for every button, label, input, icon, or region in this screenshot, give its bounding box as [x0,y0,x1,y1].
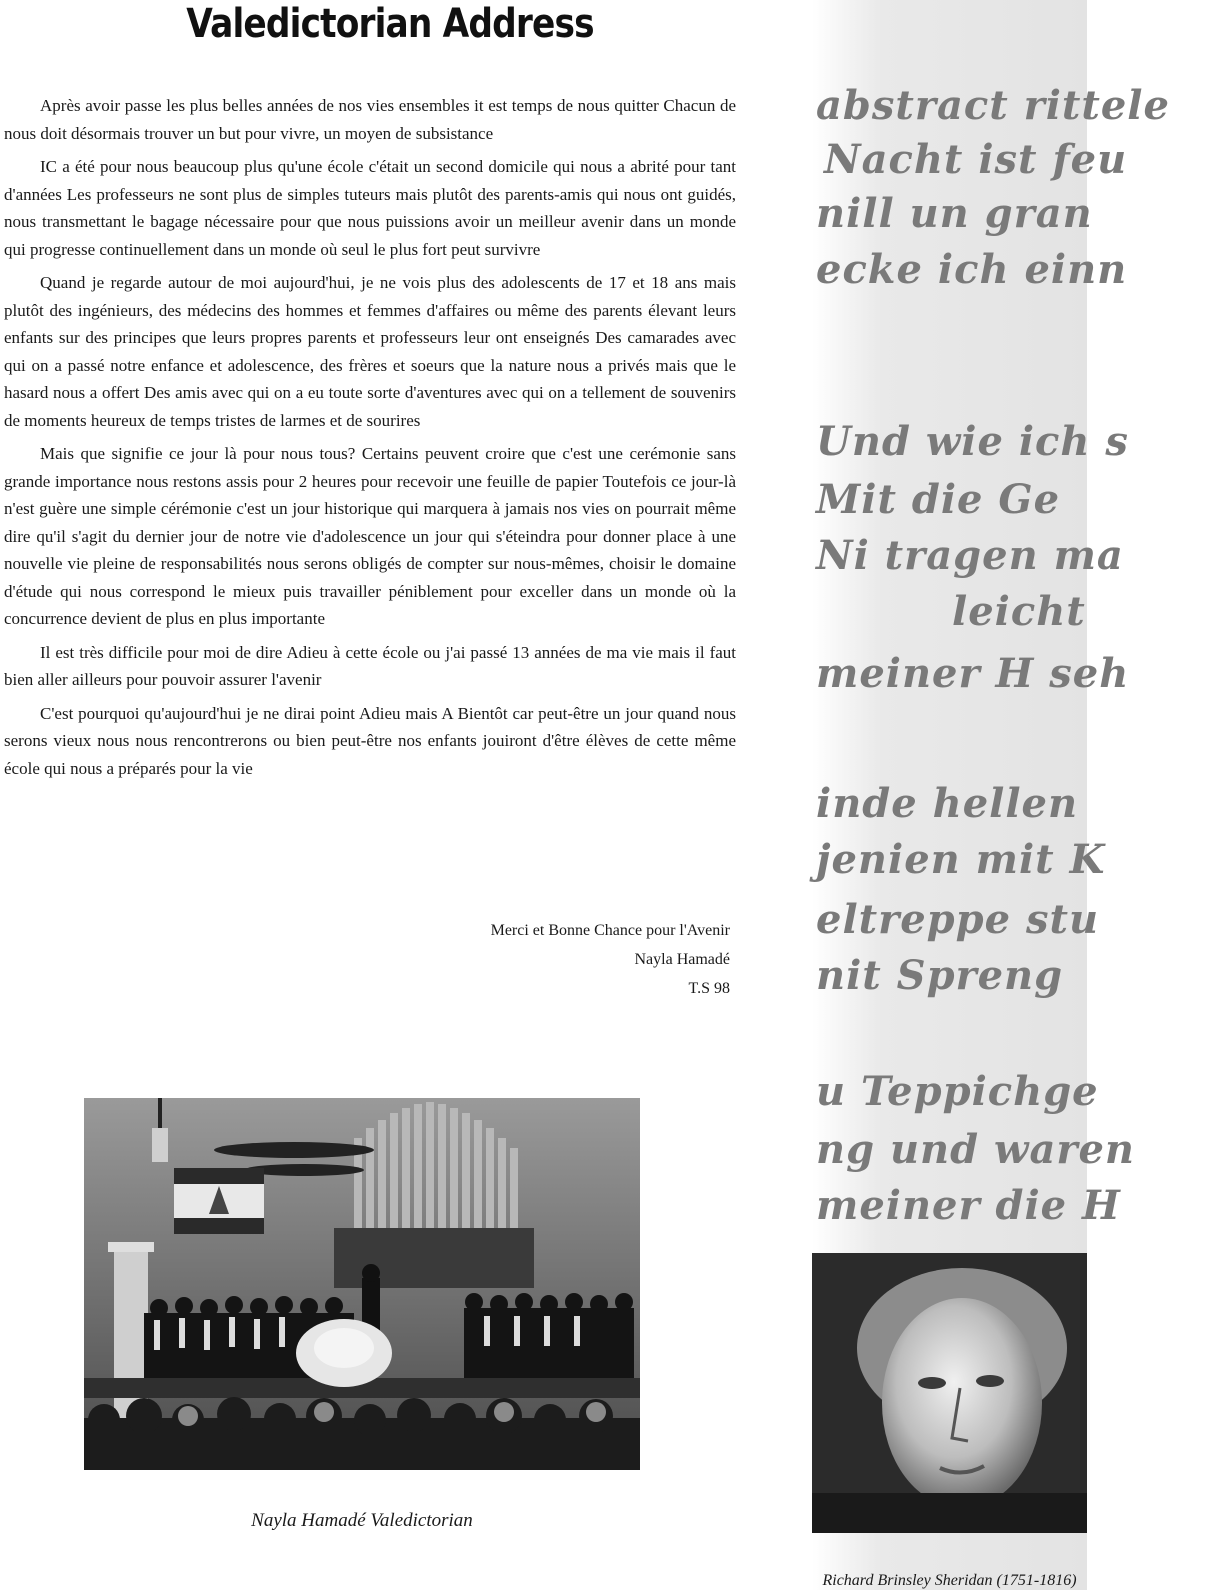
paragraph: Mais que signifie ce jour là pour nous tous? Certains peuvent croire que c'est une cerémonie sans grande importance nous restons assis pour 2 heures pour recevoir une feuille de papier Toutefois ce jour-là n'est guère une simple cérémonie c'est un jour historique qui marquera à jamais nos vies on pourrait même dire qu'il s'agit du dernier jour de notre vie d'adolescence un jour qui s'éteindra pour donner place à une nouvelle vie pleine de responsabilités nous serons obligés de compter sur nous-mêmes, choisir le domaine d'étude qui nous correspond le mieux puis travailler péniblement pour exceller dans un monde où la concurrence devient de plus en plus importante [4,444,736,628]
calligraphy-line: eltreppe stu [816,896,1100,943]
photo-caption: Nayla Hamadé Valedictorian [251,1510,473,1531]
calligraphy-line: meiner H seh [816,650,1130,697]
calligraphy-line: Und wie ich s [816,418,1129,465]
paragraph: Après avoir passe les plus belles années de nos vies ensembles it est temps de nous quitter Chacun de nous doit désormais trouver un but pour vivre, un moyen de subsistance [4,96,736,143]
calligraphy-line: Nacht ist feu [824,136,1128,183]
calligraphy-line: nill un gran [816,190,1093,237]
calligraphy-line: Ni tragen ma [816,532,1124,579]
calligraphy-line: abstract rittele [816,82,1170,129]
portrait-caption: Richard Brinsley Sheridan (1751-1816) [822,1572,1077,1589]
paragraph: C'est pourquoi qu'aujourd'hui je ne dirai point Adieu mais A Bientôt car peut-être un jour quand nous serons vieux nous nous rencontrerons ou bien peut-être nos enfants jouiront d'être élèves de cette même école qui nous a préparés pour la vie [4,703,736,778]
ceremony-photo [84,1098,640,1470]
author-name: Nayla Hamadé [634,951,730,968]
calligraphy-line: leicht [952,588,1086,635]
sheridan-portrait [812,1253,1087,1533]
ceremony-photo-drawing [84,1098,640,1470]
calligraphy-line: Mit die Ge [816,476,1061,523]
author-class: T.S 98 [688,980,730,997]
page-title: Valedictorian Address [186,1,594,47]
lebanon-flag [174,1168,264,1234]
paragraph: IC a été pour nous beaucoup plus qu'une école c'était un second domicile qui nous a abrité pour tant d'années Les professeurs ne sont plus de simples tuteurs mais plutôt des parents-amis qui nous ont guidés, nous transmettant le bagage nécessaire pour que nous puissions avoir un meilleur avenir dans un monde qui progresse continuellement dans un monde où seul le plus fort peut survivre [4,157,736,259]
portrait-drawing [812,1253,1087,1533]
signature-block [430,916,730,1003]
calligraphy-line: meiner die H [816,1182,1121,1229]
paragraph: Il est très difficile pour moi de dire Adieu à cette école ou j'ai passé 13 années de ma vie mais il faut bien aller ailleurs pour pouvoir assurer l'avenir [4,642,736,689]
calligraphy-line: ng und waren [816,1126,1135,1173]
address-text [4,92,736,788]
calligraphy-line: nit Spreng [816,952,1064,999]
paragraph: Quand je regarde autour de moi aujourd'hui, je ne vois plus des adolescents de 17 et 18 ans mais plutôt des ingénieurs, des médecins des hommes et femmes d'affaires ou même des parents élevant leurs enfants sur des principes que leurs propres parents et professeurs leur ont enseignés Des camarades avec qui on a passé notre enfance et adolescence, des frères et soeurs que la nature nous a privés mais que le hasard nous a offert Des amis avec qui on a eu toute sorte d'aventures avec qui on a tellement de souvenirs de moments heureux de temps tristes de larmes et de sourires [4,273,736,430]
closing-line: Merci et Bonne Chance pour l'Avenir [490,922,730,939]
calligraphy-line: jenien mit K [816,836,1106,883]
calligraphy-line: u Teppichge [816,1068,1099,1115]
calligraphy-line: ecke ich einn [816,246,1128,293]
calligraphy-line: inde hellen [816,780,1079,827]
